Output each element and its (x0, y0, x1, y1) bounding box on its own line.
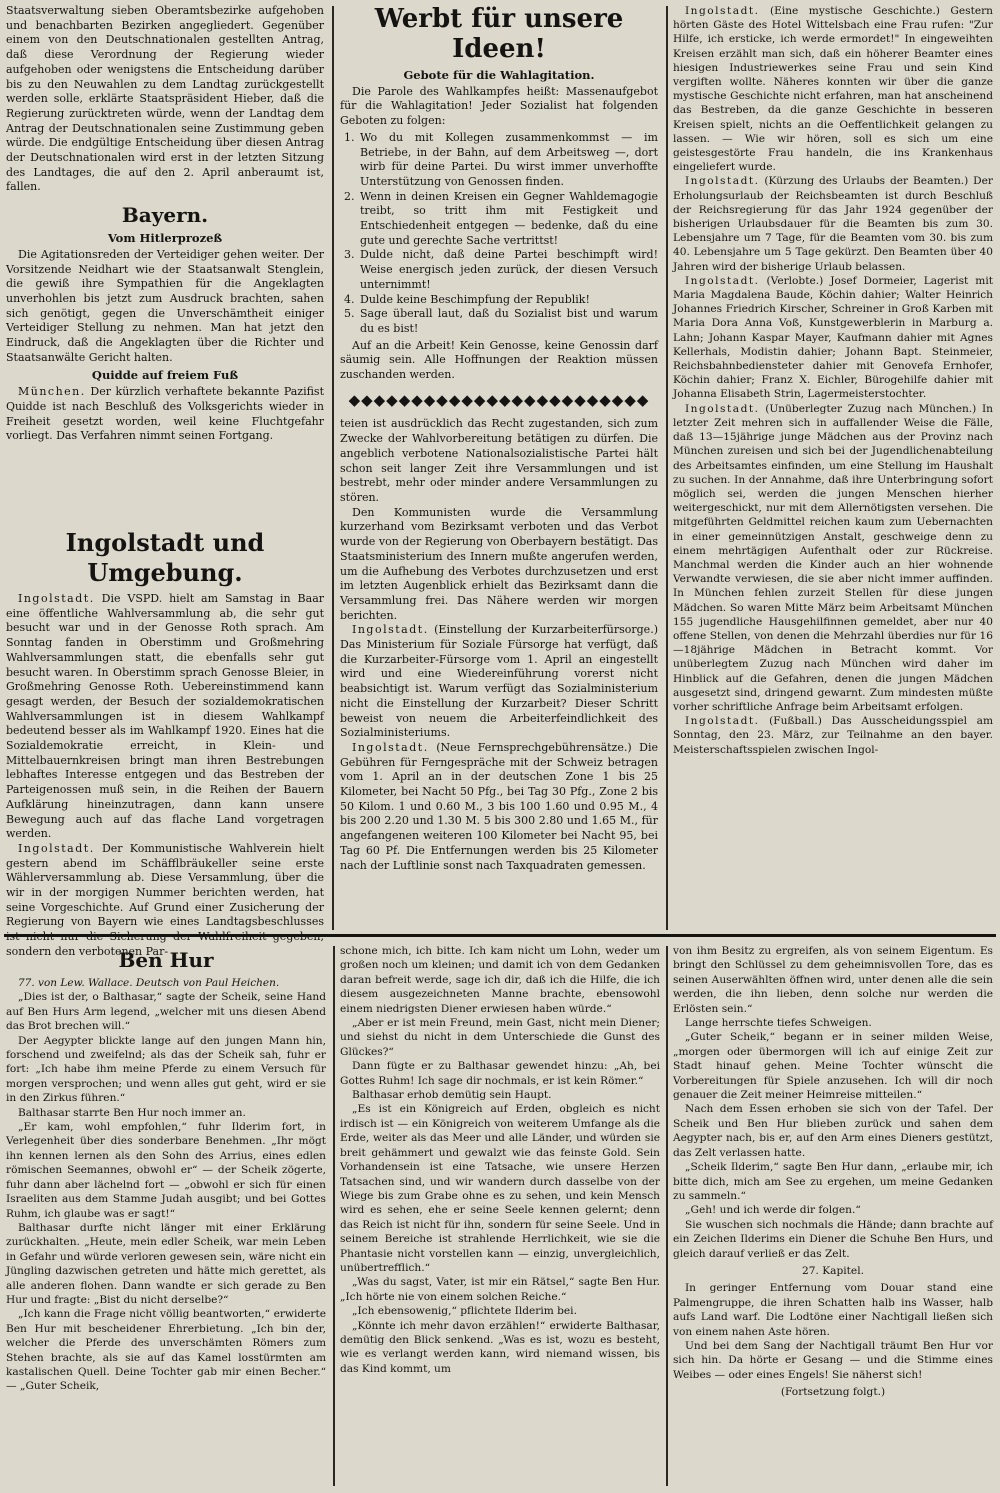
dateline: Ingolstadt. (352, 740, 429, 754)
serial-text: „Guter Scheik,“ begann er in seiner milden Weise, „morgen oder übermorgen will ich auf einige Zeit zur Stadt hinauf gehen. Meine Tochter wünscht die Vorbereitungen für Spiele anzusehen. Ich will dir noch genauer die Zeit meiner Heimreise mitteilen.“ (673, 1031, 993, 1102)
dateline: Ingolstadt. (685, 402, 760, 415)
serial-title: Ben Hur (118, 948, 214, 972)
serial-text: Lange herrschte tiefes Schweigen. (685, 1017, 872, 1030)
article-text: teien ist ausdrücklich das Recht zugestanden, sich zum Zwecke der Wahlvorbereitung betätigen zu dürfen. Die angeblich verbotene Nationalsozialistische Partei hält schon seit langer Zeit ihre Versammlungen und ist bestrebt, mehr oder minder andere Versammlungen zu stören. (340, 417, 658, 504)
article-text: (Neue Fernsprechgebührensätze.) Die Gebühren für Ferngespräche mit der Schweiz betragen vom 1. April an in der deutschen Zone 1 bis 25 Kilometer, bei Nacht 50 Pfg., bei Tag 30 Pfg., Zone 2 bis 50 Kilom. 1 und 0.60 M., 3 bis 100 1.60 und 0.95 M., 4 bis 200 2.20 und 1.30 M. 5 bis 300 2.80 und 1.65 M., für angefangenen weiteren 100 Kilometer bei Nacht 95, bei Tag 60 Pf. Die Entfernungen werden bis 25 Kilometer nach der Luftlinie sonst nach Taxquadraten gemessen. (340, 740, 659, 872)
rule-item: 4. Dulde keine Beschimpfung der Republik! (358, 293, 658, 308)
serial-text: „Könnte ich mehr davon erzählen!“ erwiderte Balthasar, demütig den Blick senkend. „Was es ist, wozu es besteht, wie es verlangt werden kann, wird niemand wissen, bis das Kind kommt, um (340, 1319, 660, 1375)
article-text: Der kürzlich verhaftete bekannte Pazifist Quidde ist nach Beschluß des Volksgerichts wieder in Freiheit gesetzt worden, weil keine Fluchtgefahr vorliegt. Das Verfahren nimmt seinen Fortgang. (6, 385, 324, 443)
column-rule (666, 946, 668, 1486)
byline: von Lew. Wallace. Deutsch von Paul Heichen. (38, 977, 280, 989)
serial-column-1 (6, 944, 326, 1394)
serial-text: Nach dem Essen erhoben sie sich von der Tafel. Der Scheik und Ben Hur blieben zurück und sahen dem Aegypter nach, bis er, auf den Arm eines Dieners gestützt, das Zelt verlassen hatte. (673, 1103, 993, 1159)
serial-text: Der Aegypter blickte lange auf den jungen Mann hin, forschend und zweifelnd; als das der Scheik sah, fuhr er fort: „Ich habe ihm meine Pferde zu einem Versuch für morgen versprochen; und wenn alles gut geht, wird er sie in den Zirkus führen.“ (6, 1034, 326, 1105)
dateline: Ingolstadt. (18, 592, 95, 605)
section-title-bayern: Bayern. (121, 203, 209, 228)
serial-text: schone mich, ich bitte. Ich kam nicht um Lohn, weder um großen noch um kleinen; und damit ich von dem Gedanken daran befreit werde, sage ich dir, daß ich die Hilfe, die ich diesem ausgezeichneten Manne brachte, ebensowohl einem niedrigsten Diener erwiesen haben würde.“ (340, 945, 660, 1015)
serial-text: „Was du sagst, Vater, ist mir ein Rätsel,“ sagte Ben Hur. „Ich hörte nie von einem solchen Reiche.“ (340, 1276, 660, 1303)
article-text: Die Agitationsreden der Verteidiger gehen weiter. Der Vorsitzende Neidhart wie der Staatsanwalt Stenglein, die gewiß ihre Sympathien für die Angeklagten unverhohlen bis jetzt zum Ausdruck brachten, sahen sich genötigt, gegen die Unverschämtheit einiger Verteidiger Stellung zu nehmen. Man hat jetzt den Eindruck, daß die Angeklagten über die Richter und Staatsanwälte Gericht halten. (6, 247, 324, 364)
serial-text: Balthasar erhob demütig sein Haupt. (352, 1089, 552, 1102)
dateline: Ingolstadt. (685, 175, 760, 188)
rule-item: 5. Sage überall laut, daß du Sozialist bist und warum du es bist! (358, 307, 658, 336)
article-text: (Einstellung der Kurzarbeiterfürsorge.) Das Ministerium für Soziale Fürsorge hat verfügt, daß die Kurzarbeiter-Fürsorge vom 1. April an eingestellt wird und eine Wiedereinführung vorerst nicht beabsichtigt ist. Warum verfügt das Sozialministerium nicht die Einstellung der Kurzarbeit? Dieser Schritt beweist von neuem die Arbeiterfeindlichkeit des Sozialministeriums. (340, 623, 658, 740)
article-text: (Kürzung des Urlaubs der Beamten.) Der Erholungsurlaub der Reichsbeamten ist durch Beschluß der Reichsregierung für das Jahr 1924 gegenüber der bisherigen Urlaubsdauer für die Beamten bis zum 30. Lebensjahre um 7 Tage, für die Beamten vom 30. bis zum 40. Lebensjahre um 5 Tage gekürzt. Den Beamten über 40 Jahren wird der bisherige Urlaub belassen. (673, 175, 993, 273)
article-text: (Verlobte.) Josef Dormeier, Lagerist mit Maria Magdalena Baude, Köchin dahier; Walter Heinrich Johannes Friedrich Kirscher, Schreiner in Groß Karben mit Maria Dora Anna Voß, Kunstgewerblerin in Marburg a. Lahn; Johann Kaspar Mayer, Kaufmann dahier mit Agnes Kellerhals, Modistin dahier; Johann Bapt. Steinmeier, Reichsbahnbediensteter dahier mit Genovefa Ernhofer, Köchin dahier; Franz X. Eichler, Bürogehilfe dahier mit Johanna Elisabeth Strin, Lagermeisterstochter. (673, 274, 993, 401)
serial-text: von ihm Besitz zu ergreifen, als von seinem Eigentum. Es bringt den Schlüssel zu dem geheimnisvollen Tore, das es seinen Auserwählten öffnen wird, unter denen alle die sein werden, die ihn lieben, denn solche nur werden die Erlösten sein.“ (673, 945, 993, 1015)
serial-text: Balthasar durfte nicht länger mit einer Erklärung zurückhalten. „Heute, mein edler Scheik, war mein Leben in Gefahr und würde verloren gewesen sein, wäre nicht ein Jüngling dazwischen getreten und hätte mich gerettet, als alle anderen flohen. Dann wandte er sich gerade zu Ben Hur und fragte: „Bist du nicht derselbe?“ (6, 1221, 326, 1306)
column-3-top (673, 4, 993, 757)
serial-text: „Dies ist der, o Balthasar,“ sagte der Scheik, seine Hand auf Ben Hurs Arm legend, „welcher mit uns diesen Abend das Brot brechen will.“ (6, 991, 326, 1033)
article-text: (Eine mystische Geschichte.) Gestern hörten Gäste des Hotel Wittelsbach eine Frau rufen: "Zur Hilfe, ich ersticke, ich werde ermordet!" In eingeweihten Kreisen erzählt man sich, daß ein höherer Beamter eines hiesigen Industriewerkes seine Frau und sein Kind vergiften wollte. Näheres konnten wir über die ganze mystische Geschichte nicht erfahren, man hat anscheinend das Bestreben, da die ganze Geschichte in besseren Kreisen spielt, nichts an die Oeffentlichkeit gelangen zu lassen. — Wie wir hören, soll es sich um eine geistesgestörte Frau handeln, die ins Krankenhaus eingeliefert wurde. (673, 5, 993, 174)
chapter-heading: 27. Kapitel. (802, 1264, 864, 1277)
column-rule (333, 946, 335, 1486)
article-text: (Unüberlegter Zuzug nach München.) In letzter Zeit mehren sich in auffallender Weise die Fälle, daß 13—15jährige junge Mädchen aus der Provinz nach München zureisen und sich bei der Jugendlichenabteilung des Arbeitsamtes einfinden, um eine Stellung im Haushalt zu suchen. In der Annahme, daß ihre Unterbringung sofort möglich sei, werden die jungen Menschen hierher weitergeschickt, nur mit dem Allernötigsten versehen. Die mitgeführten Geldmittel reichen kaum zum Uebernachten in einer gemeinnützigen Anstalt, geschweige denn zu einem mehrtägigen Aufenthalt oder zur Rückreise. Manchmal werden die Kinder auch an hier wohnende Verwandte verwiesen, die sie aber nicht immer auffinden. In München fehlen zurzeit Stellen für diese jungen Mädchen. So waren Mitte März beim Arbeitsamt München 155 jugendliche Hausgehilfinnen gemeldet, aber nur 40 offene Stellen, von denen die Mehrzahl überdies nur für 16—18jährige Mädchen in Betracht kommt. Vor unüberlegtem Zuzug nach München wird daher im Hinblick auf die Gefahren, denen die jungen Mädchen ausgesetzt sind, dringend gewarnt. Zum mindesten müßte vorher schriftliche Anfrage beim Arbeitsamt erfolgen. (673, 402, 993, 713)
dateline: Ingolstadt. (685, 274, 760, 287)
article-text: Staatsverwaltung sieben Oberamtsbezirke aufgehoben und benachbarten Bezirken angegliedert. Gegenüber einem von den Deutschnationalen gestellten Antrag, daß diese Verordnung der Regierung wieder aufgehoben oder wenigstens die Entscheidung darüber bis zu den Neuwahlen zu dem Landtag zurückgestellt werden solle, erklärte Staatspräsident Hieber, daß die Regierung zurücktreten würde, wenn der Landtag dem Antrag der Deutschnationalen seine Zustimmung geben würde. Die endgültige Entscheidung über diesen Antrag der Deutschnationalen wird erst in der letzten Sitzung des Landtages, die auf den 2. April anberaumt ist, fallen. (6, 4, 324, 194)
serial-text: Dann fügte er zu Balthasar gewendet hinzu: „Ah, bei Gottes Ruhm! Ich sage dir nochmals, er ist kein Römer.“ (340, 1060, 660, 1087)
column-rule (666, 6, 668, 930)
dateline: Ingolstadt. (685, 715, 760, 728)
serial-text: Sie wuschen sich nochmals die Hände; dann brachte auf ein Zeichen Ilderims ein Diener die Schuhe Ben Hurs, und gleich darauf verließ er das Zelt. (673, 1218, 993, 1260)
rule-item: 1. Wo du mit Kollegen zusammenkommst — im Betriebe, in der Bahn, auf dem Arbeitsweg —, dort wirb für deine Partei. Du wirst immer unverhoffte Unterstützung von Genossen finden. (358, 131, 658, 190)
subheadline: Gebote für die Wahlagitation. (403, 68, 595, 82)
article-text: Der Kommunistische Wahlverein hielt gestern abend im Schäfflbräukeller seine erste Wählerversammlung ab. Diese Versammlung, über die wir in der morgigen Nummer berichten werden, hat seine Vorgeschichte. Auf Grund einer Zusicherung der Regierung von Bayern wie eines Landtagsbeschlusses ist nicht nur die Sicherung der Wahlfreiheit gegeben, sondern den verbotenen Par- (6, 841, 325, 958)
serial-text: Und bei dem Sang der Nachtigall träumt Ben Hur vor sich hin. Da hörte er Gesang — und die Stimme eines Weibes — oder eines Engels! Sie näherst sich! (673, 1339, 993, 1381)
article-text: (Fußball.) Das Ausscheidungsspiel am Sonntag, den 23. März, zur Teilnahme an den bayer. Meisterschaftsspielen zwischen Ingol- (673, 715, 993, 756)
serial-text: Balthasar starrte Ben Hur noch immer an. (18, 1106, 246, 1119)
serial-text: „Geh! und ich werde dir folgen.“ (685, 1204, 861, 1217)
article-headline: Vom Hitlerprozeß (107, 231, 223, 246)
serial-text: „Ich ebensowenig,“ pflichtete Ilderim bei. (352, 1305, 577, 1318)
headline-werbt: Werbt für unsere Ideen! (374, 4, 624, 64)
column-2-top (340, 4, 658, 873)
column-1-top (6, 4, 324, 444)
column-rule (332, 6, 334, 930)
serial-text: „Scheik Ilderim,“ sagte Ben Hur dann, „erlaube mir, ich bitte dich, mich am See zu ergehen, um meine Gedanken zu sammeln.“ (673, 1161, 993, 1202)
column-1-ingolstadt (6, 528, 324, 960)
serial-text: In geringer Entfernung vom Douar stand eine Palmengruppe, die ihren Schatten halb ins Wasser, halb aufs Land warf. Die Lodtöne einer Nachtigall ließen sich von einem nahen Aste hören. (673, 1282, 993, 1338)
serial-text: „Aber er ist mein Freund, mein Gast, nicht mein Diener; und siehst du nicht in dem Unterschiede die Gunst des Glückes?“ (340, 1017, 660, 1058)
rule-item: 3. Dulde nicht, daß deine Partei beschimpft wird! Weise energisch jeden zurück, der diesen Versuch unternimmt! (358, 248, 658, 292)
rule-item: 2. Wenn in deinen Kreisen ein Gegner Wahldemagogie treibt, so tritt ihm mit Festigkeit und Entschiedenheit entgegen — bedenke, daß du eine gute und gerechte Sache vertrittst! (358, 190, 658, 249)
article-text: Auf an die Arbeit! Kein Genosse, keine Genossin darf säumig sein. Alle Hoffnungen der Reaktion müssen zuschanden werden. (340, 338, 658, 382)
serial-text: „Er kam, wohl empfohlen,“ fuhr Ilderim fort, in Verlegenheit über dies sonderbare Benehmen. „Ihr mögt ihn kennen lernen als den Sohn des Arrius, eines edlen römischen Seemannes, obwohl er“ — der Scheik zögerte, fuhr dann aber lächelnd fort — „obwohl er sich für einen Israeliten aus dem Stamme Judah ausgibt; und bei Gottes Ruhm, ich glaube was er sagt!“ (6, 1121, 326, 1220)
serial-text: „Es ist ein Königreich auf Erden, obgleich es nicht irdisch ist — ein Königreich von weiterem Umfange als die Erde, weiter als das Meer und alle Länder, und würden sie breit gehämmert und gewalzt wie das feinste Gold. Sein Vorhandensein ist eine Tatsache, wie unsere Herzen Tatsachen sind, und wir wandern durch dasselbe von der Wiege bis zum Grabe ohne es zu sehen, und kein Mensch wird es sehen, ehe er seine Seele kennen gelernt; denn das Reich ist nicht für ihn, sondern für seine Seele. Und in seinem Bereiche ist strahlende Herrlichkeit, wie sie die Phantasie nicht vorstellen kann — einzig, unvergleichlich, unübertrefflich.“ (340, 1103, 660, 1274)
serial-number: 77. (18, 977, 35, 989)
serial-column-3 (673, 944, 993, 1400)
article-text: Die VSPD. hielt am Samstag in Baar eine öffentliche Wahlversammlung ab, die sehr gut besucht war und in der Genosse Roth sprach. Am Sonntag fanden in Oberstimm und Großmehring Wahlversammlungen statt, die ebenfalls sehr gut besucht waren. In Oberstimm sprach Genosse Bleier, in Großmehring Genosse Roth. Uebereinstimmend kann gesagt werden, der Besuch der sozialdemokratischen Wahlversammlungen ist in diesem Wahlkampf bedeutend besser als im Wahlkampf 1920. Eines hat die Sozialdemokratie erreicht, in Klein- und Mittelbauernkreisen bringt man ihren Bestrebungen lebhaftes Interesse entgegen und das Bestreben der Parteigenossen muß sein, in die Reihen der Bauern Aufklärung hineinzutragen, dann kann unsere Bewegung auch auf das flache Land vorgetragen werden. (6, 592, 325, 841)
serial-text: „Ich kann die Frage nicht völlig beantworten,“ erwiderte Ben Hur mit bescheidener Ehrerbietung. „Ich bin der, welcher die Pferde des unverschämten Römers zum Stehen brachte, als sie auf das Kamel losstürmten am kastalischen Quell. Deine Tochter gab mir einen Becher.“ — „Guter Scheik, (6, 1308, 326, 1393)
dateline: Ingolstadt. (352, 623, 429, 637)
article-text: Die Parole des Wahlkampfes heißt: Massenaufgebot für die Wahlagitation! Jeder Sozialist hat folgenden Geboten zu folgen: (340, 84, 658, 128)
serial-column-2 (340, 944, 660, 1376)
dateline: Ingolstadt. (18, 841, 95, 855)
article-headline: Quidde auf freiem Fuß (91, 368, 239, 383)
continued-note: (Fortsetzung folgt.) (780, 1386, 886, 1399)
rules-list (358, 131, 658, 337)
article-text: Den Kommunisten wurde die Versammlung kurzerhand vom Bezirksamt verboten und das Verbot wurde von der Regierung von Oberbayern bestätigt. Das Staatsministerium des Innern mußte angerufen werden, um die Aufhebung des Verbotes durchzusetzen und erst im letzten Augenblick erhielt das Bezirksamt dann die Versammlung frei. Das Nähere werden wir morgen berichten. (340, 505, 658, 622)
ornament-divider: ◆◆◆◆◆◆◆◆◆◆◆◆◆◆◆◆◆◆◆◆◆◆◆◆ (348, 390, 650, 409)
section-title-ingolstadt: Ingolstadt und Umgebung. (65, 528, 265, 587)
dateline: München. (18, 385, 86, 399)
dateline: Ingolstadt. (685, 5, 760, 17)
